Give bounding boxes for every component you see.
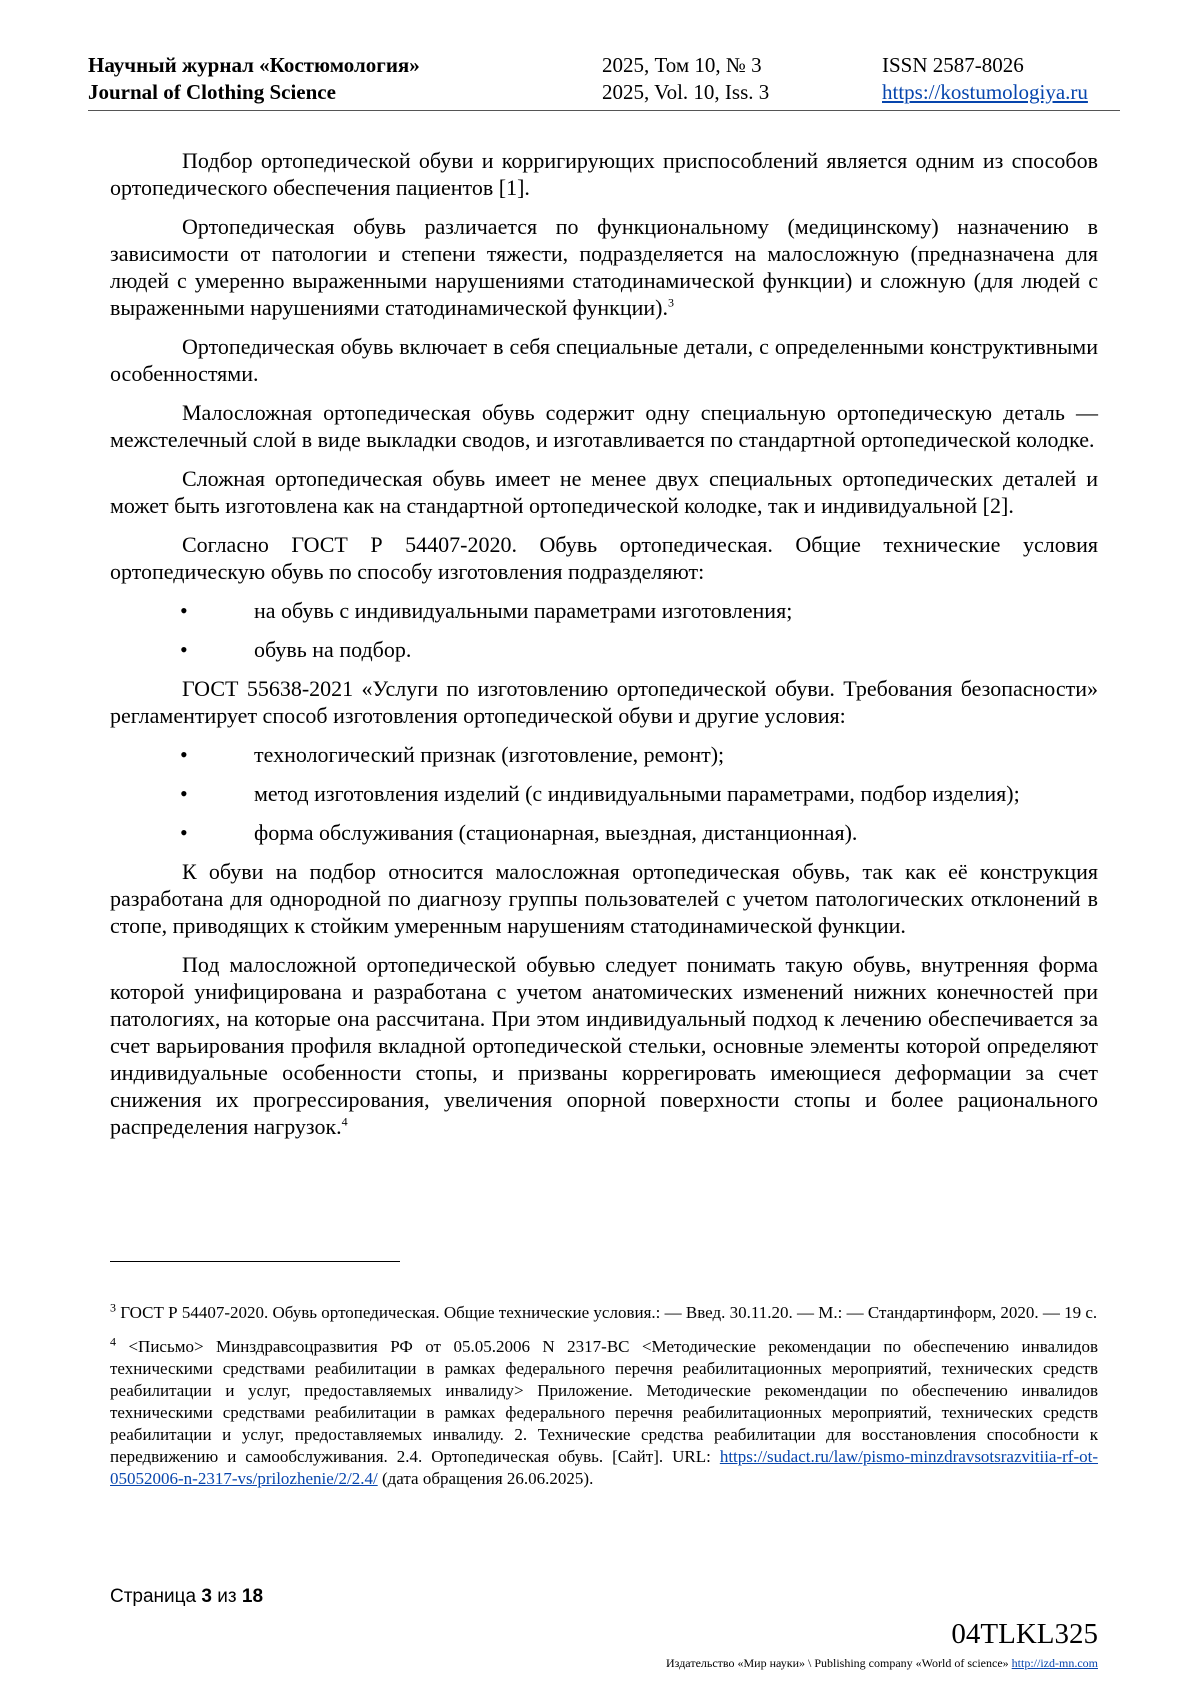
page-of: из	[211, 1586, 242, 1607]
page-number	[110, 1586, 263, 1608]
page-total: 18	[241, 1586, 264, 1607]
running-header	[88, 50, 1120, 111]
article-code: 04TLKL325	[951, 1618, 1098, 1650]
paragraph-1: Подбор ортопедической обуви и корригирующих приспособлений является одним из способов ортопедического обеспечения пациентов [1].	[110, 148, 1098, 200]
journal-title-ru: Научный журнал «Костюмология»	[88, 53, 420, 77]
paragraph-2	[110, 213, 1098, 321]
footnote-ref-3[interactable]: 3	[667, 295, 674, 310]
publisher-text: Издательство «Мир науки» \ Publishing company «World of science»	[666, 1656, 1012, 1670]
paragraph-9-text: Под малосложной ортопедической обувью следует понимать такую обувь, внутренняя форма которой унифицирована и разработана с учетом анатомических изменений нижних конечностей при патологиях, на которые она рассчитана. При этом индивидуальный подход к лечению обеспечивается за счет варьирования профиля вкладной ортопедической стельки, основные элементы которой определяют индивидуальные особенности стопы, и призваны коррегировать имеющиеся деформации за счет снижения их прогрессирования, увеличения опорной поверхности стопы и более рационального распределения нагрузок.	[110, 952, 1098, 1139]
issue-info	[602, 52, 769, 106]
page-current: 3	[201, 1586, 212, 1607]
list-item-text: метод изготовления изделий (с индивидуальными параметрами, подбор изделия);	[254, 781, 1020, 806]
bullet-icon: •	[180, 637, 188, 662]
journal-title	[88, 52, 420, 106]
paragraph-2-text: Ортопедическая обувь различается по функциональному (медицинскому) назначению в зависимости от патологии и степени тяжести, подразделяется на малосложную (предназначена для людей с умеренно выраженными нарушениями статодинамической функции) и сложную (для людей с выраженными нарушениями статодинамической функции).	[110, 214, 1098, 320]
paragraph-7: ГОСТ 55638-2021 «Услуги по изготовлению ортопедической обуви. Требования безопасности» регламентирует способ изготовления ортопедической обуви и другие условия:	[110, 676, 1098, 728]
footnote-4	[110, 1336, 1098, 1490]
list-item-text: обувь на подбор.	[254, 637, 412, 662]
list-item-text: форма обслуживания (стационарная, выездная, дистанционная).	[254, 820, 858, 845]
paragraph-4: Малосложная ортопедическая обувь содержит одну специальную ортопедическую деталь — межстелечный слой в виде выкладки сводов, и изготавливается по стандартной ортопедической колодке.	[110, 400, 1098, 452]
list-item-text: технологический признак (изготовление, ремонт);	[254, 742, 725, 767]
footnote-4-mark: 4	[110, 1334, 116, 1349]
issue-info-en: 2025, Vol. 10, Iss. 3	[602, 80, 770, 104]
article-body	[110, 147, 1098, 1152]
bullet-icon: •	[180, 598, 188, 623]
list-item	[110, 819, 1098, 846]
list-item	[110, 741, 1098, 768]
publisher-line	[666, 1656, 1098, 1671]
footnote-3-mark: 3	[110, 1300, 116, 1315]
footnote-3	[110, 1302, 1098, 1324]
footnote-4-text: <Письмо> Минздравсоцразвития РФ от 05.05.2006 N 2317-ВС <Методические рекомендации по обеспечению инвалидов техническими средствами реабилитации в рамках федерального перечня реабилитационных мероприятий, технических средств реабилитации и услуг, предоставляемых инвалиду> Приложение. Методические рекомендации по обеспечению инвалидов техническими средствами реабилитации в рамках федерального перечня реабилитационных мероприятий, технических средств реабилитации и услуг, предоставляемых инвалиду. 2. Технические средства реабилитации для восстановления способности к передвижению и самообслуживания. 2.4. Ортопедическая обувь. [Сайт]. URL:	[110, 1337, 1098, 1466]
issue-info-ru: 2025, Том 10, № 3	[602, 53, 762, 77]
list-item	[110, 780, 1098, 807]
footnote-ref-4[interactable]: 4	[341, 1114, 348, 1129]
footnote-3-text: ГОСТ Р 54407-2020. Обувь ортопедическая. Общие технические условия.: — Введ. 30.11.20. — М.: — Стандартинформ, 2020. — 19 с.	[120, 1303, 1098, 1322]
paragraph-8: К обуви на подбор относится малосложная ортопедическая обувь, так как её конструкция разработана для однородной по диагнозу группы пользователей с учетом патологических отклонений в стопе, приводящих к стойким умеренным нарушениям статодинамической функции.	[110, 859, 1098, 938]
journal-meta	[882, 52, 1088, 106]
paragraph-9	[110, 951, 1098, 1140]
paragraph-5: Сложная ортопедическая обувь имеет не менее двух специальных ортопедических деталей и может быть изготовлена как на стандартной ортопедической колодке, так и индивидуальной [2].	[110, 466, 1098, 518]
paragraph-3: Ортопедическая обувь включает в себя специальные детали, с определенными конструктивными особенностями.	[110, 334, 1098, 386]
bullet-icon: •	[180, 742, 188, 767]
footnotes	[110, 1302, 1098, 1502]
list-item	[110, 597, 1098, 624]
page-prefix: Страница	[110, 1586, 202, 1607]
bullet-icon: •	[180, 781, 188, 806]
footnote-4-link[interactable]: https://sudact.ru/law/pismo-minzdravsotsrazvitiia-rf-ot-05052006-n-2317-vs/prilozhenie/2/2.4/	[110, 1447, 1098, 1488]
footnote-4-tail: (дата обращения 26.06.2025).	[377, 1469, 594, 1488]
list-item-text: на обувь с индивидуальными параметрами изготовления;	[254, 598, 793, 623]
publisher-link[interactable]: http://izd-mn.com	[1011, 1656, 1098, 1670]
list-item	[110, 636, 1098, 663]
footnote-separator	[110, 1261, 400, 1262]
paragraph-6: Согласно ГОСТ Р 54407-2020. Обувь ортопедическая. Общие технические условия ортопедическую обувь по способу изготовления подразделяют:	[110, 532, 1098, 584]
bullet-icon: •	[180, 820, 188, 845]
issn: ISSN 2587-8026	[882, 53, 1024, 77]
journal-url-link[interactable]: https://kostumologiya.ru	[882, 80, 1088, 104]
journal-title-en: Journal of Clothing Science	[88, 80, 336, 104]
